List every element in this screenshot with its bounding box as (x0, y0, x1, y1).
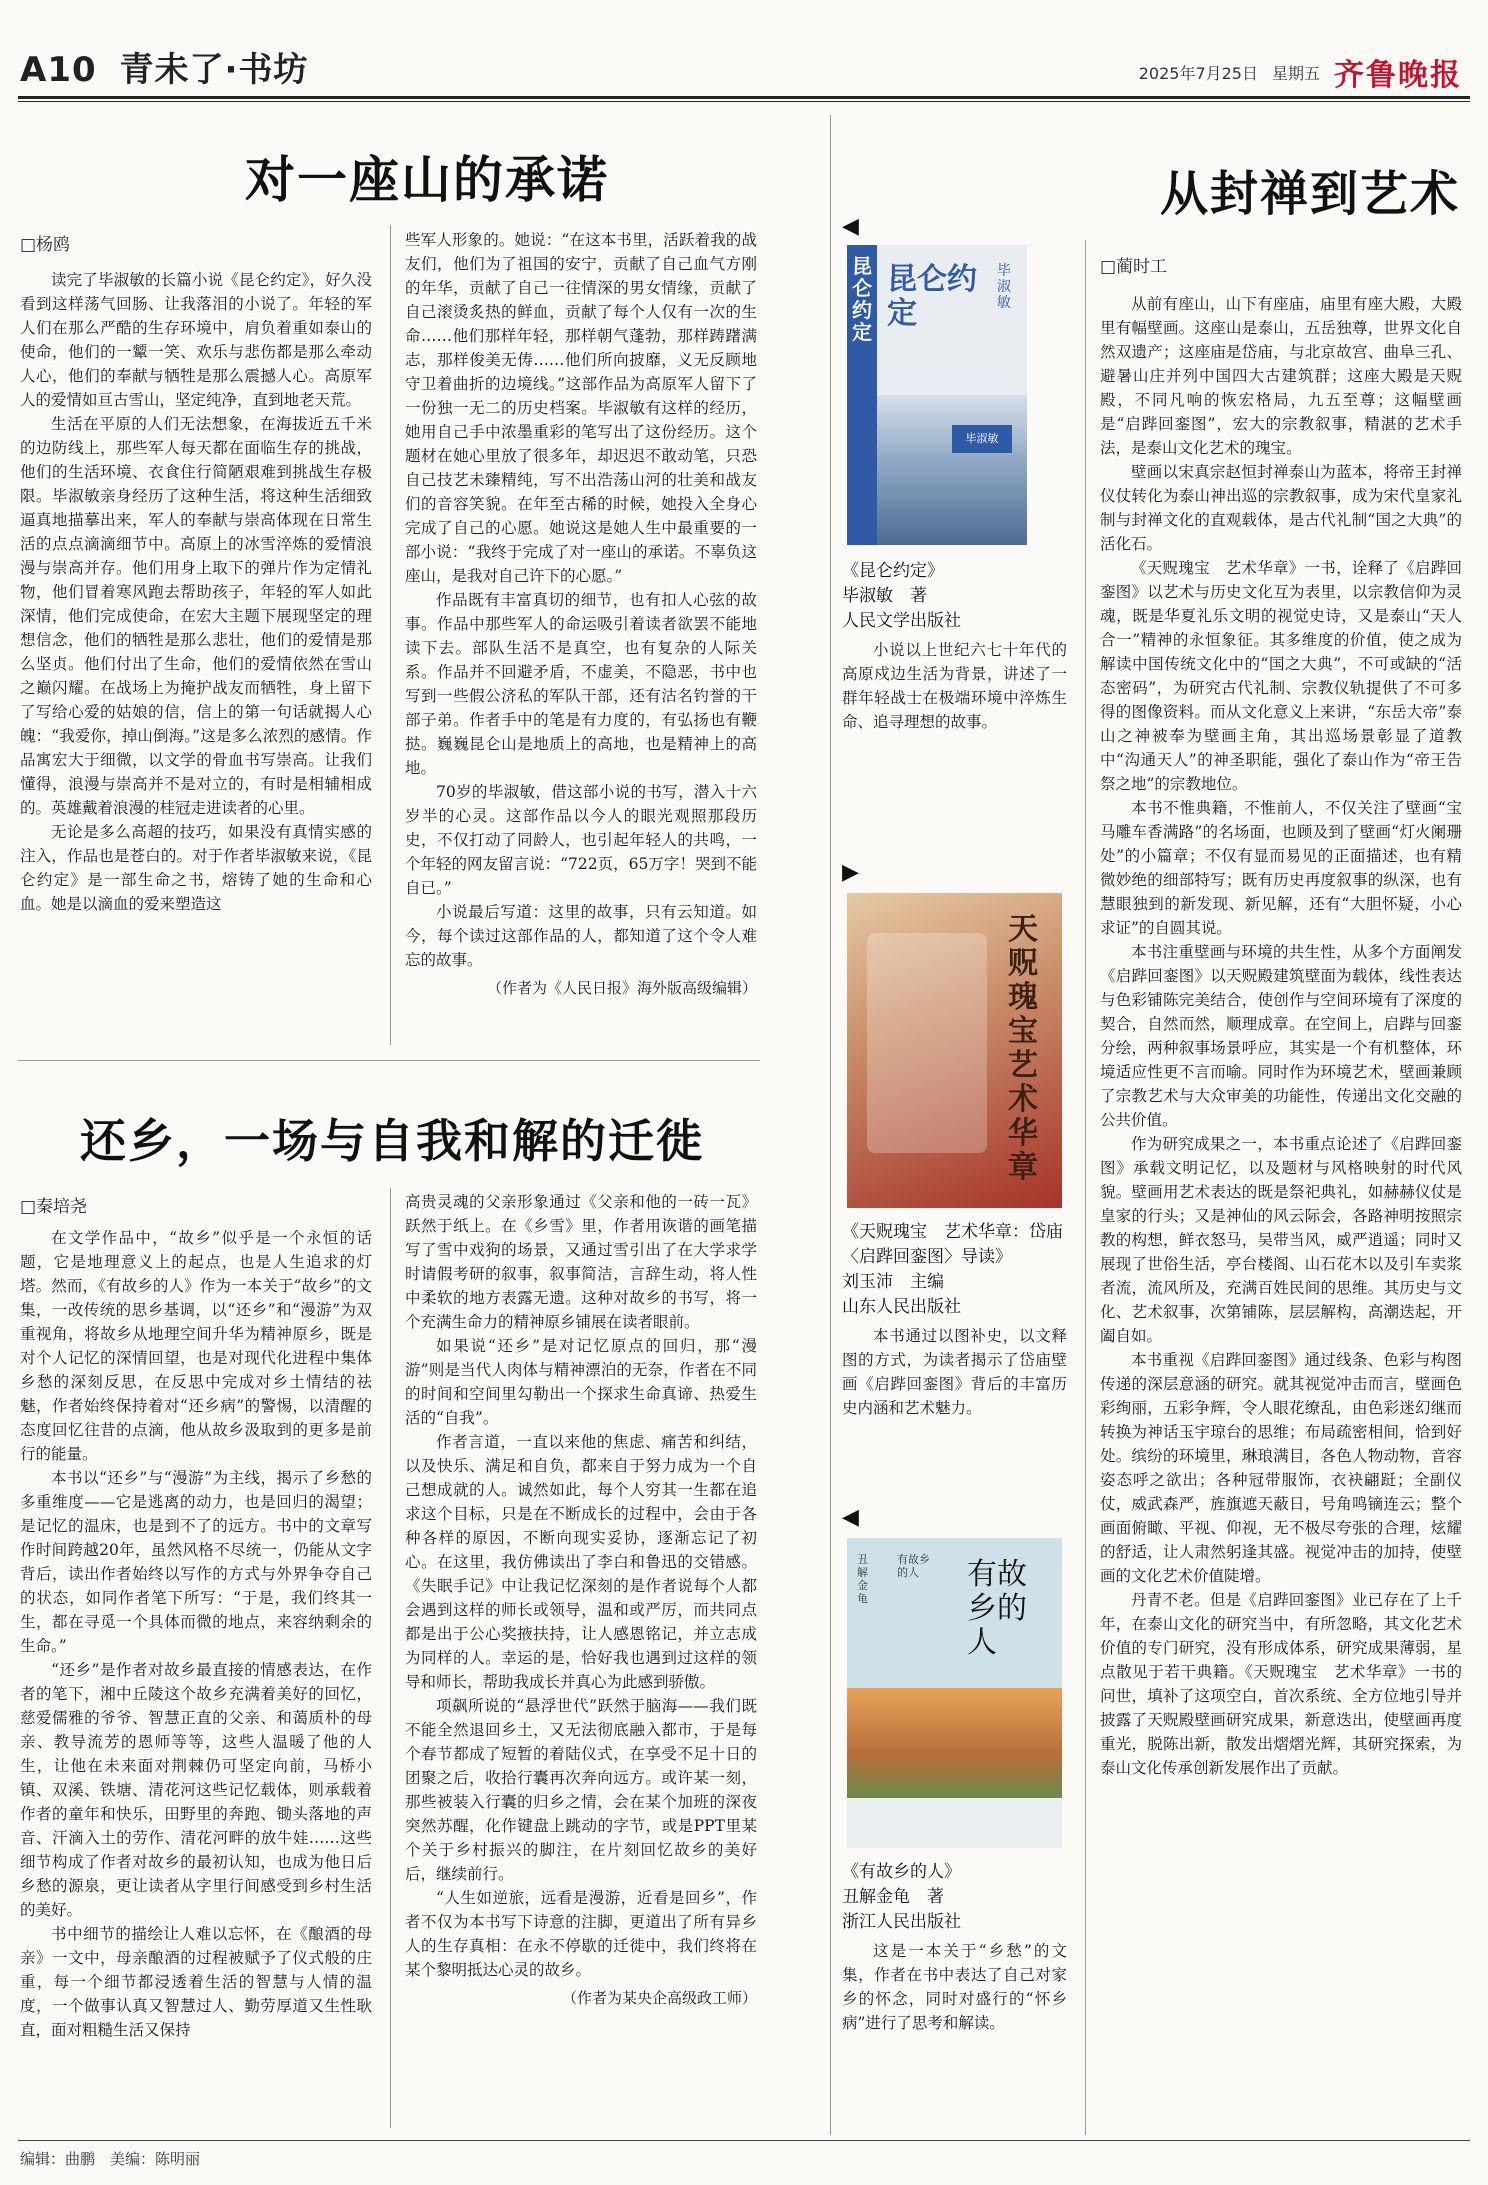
article3-para: 从前有座山，山下有座庙，庙里有座大殿，大殿里有幅壁画。这座山是泰山，五岳独尊，世界文化自然双遗产；这座庙是岱庙，与北京故宫、曲阜三孔、避暑山庄并列中国四大古建筑群；这座大殿是天贶殿，不同凡响的恢宏格局，九五至尊；这幅壁画是“启跸回銮图”，宏大的宗教叙事，精湛的艺术手法，是泰山文化艺术的瑰宝。 (1100, 295, 1462, 457)
book-1-badge: 毕淑敏 (952, 425, 1012, 453)
article1-para: 作品既有丰富真切的细节，也有扣人心弦的故事。作品中那些军人的命运吸引着读者欲罢不能地读下去。部队生活不是真空，也有复杂的人际关系。作品并不回避矛盾，不虚美，不隐恶，书中也写到一些假公济私的军队干部，还有沽名钓誉的干部子弟。作者手中的笔是有力度的，有弘扬也有鞭挞。巍巍昆仑山是地质上的高地，也是精神上的高地。 (405, 591, 757, 777)
article2-para: 高贵灵魂的父亲形象通过《父亲和他的一砖一瓦》跃然于纸上。在《乡雪》里，作者用诙谐的画笔描写了雪中戏狗的场景，又通过雪引出了在大学求学时请假考研的叙事，叙事简洁，言辞生动，将人性中柔软的地方表露无遗。这种对故乡的书写，将一个充满生命力的精神原乡铺展在读者眼前。 (405, 1193, 757, 1331)
book-2-cover-title: 天贶瑰宝 艺术华章 (1008, 912, 1038, 1185)
article3-author: □蔺时工 (1100, 257, 1168, 277)
article2-col2 (405, 1190, 757, 2010)
book-3-author: 丑解金龟 著 (842, 1887, 944, 1907)
book-1-desc: 小说以上世纪六七十年代的高原戍边生活为背景，讲述了一群年轻战士在极端环境中淬炼生命、追寻理想的故事。 (842, 641, 1067, 731)
article2-note: （作者为某央企高级政工师） (561, 1989, 757, 2007)
footer-rule (18, 2140, 1470, 2141)
article1-para: 生活在平原的人们无法想象，在海拔近五千米的边防线上，那些军人每天都在面临生存的挑战，他们的生活环境、衣食住行简陋艰难到挑战生存极限。毕淑敏亲身经历了这种生活，将这种生活细致逼真地描摹出来，军人的奉献与崇高体现在日常生活的点点滴滴细节中。高原上的冰雪淬炼的爱情浪漫与崇高并存。他们用身上取下的弹片作为定情礼物，他们冒着寒风跑去帮助孩子，年轻的军人如此深情，他们完成使命，在宏大主题下展现坚定的理想信念，他们的牺牲是那么悲壮，他们的爱情是那么坚贞。他们付出了生命，他们的爱情依然在雪山之巅闪耀。在战场上为掩护战友而牺牲，身上留下了写给心爱的姑娘的信，信上的第一句话就揭人心魄：“我爱你，掉山倒海。”这是多么浓烈的感情。作品寓宏大于细微，以文学的骨血书写崇高。让我们懂得，浪漫与崇高并不是对立的，有时是相辅相成的。英雄戴着浪漫的桂冠走进读者的心里。 (20, 415, 372, 817)
book-1-publisher: 人民文学出版社 (842, 611, 961, 631)
article3-para: 本书不惟典籍，不惟前人，不仅关注了壁画“宝马雕车香满路”的名场面，也顾及到了壁画“灯火阑珊处”的小篇章；不仅有显而易见的正面描述，也有精微妙绝的细部特写；既有历史再度叙事的纵深，也有慧眼独到的新发现、新见解，还有“大胆怀疑，小心求证”的自圆其说。 (1100, 799, 1462, 937)
article1-note: （作者为《人民日报》海外版高级编辑） (486, 979, 757, 997)
book-2-cover (847, 893, 1062, 1208)
article1-col2 (405, 228, 757, 1000)
article3-title: 从封禅到艺术 (1160, 166, 1461, 222)
page-number: A10 (20, 50, 97, 90)
play-arrow-icon: ◀ (842, 1505, 859, 1530)
book-1-title: 《昆仑约定》 (842, 561, 944, 581)
book-2-title: 《天贶瑰宝 艺术华章：岱庙〈启跸回銮图〉导读》 (842, 1222, 1063, 1267)
book-1-author: 毕淑敏 著 (842, 586, 927, 606)
article3-body (1100, 292, 1462, 1780)
article2-para: 书中细节的描绘让人难以忘怀，在《酿酒的母亲》一文中，母亲酿酒的过程被赋予了仪式般的庄重，每一个细节都浸透着生活的智慧与人情的温度，一个做事认真又智慧过人、勤劳厚道又生性耿直，面对粗糙生活又保持 (20, 1925, 372, 2039)
article2-author: □秦培尧 (20, 1197, 88, 1217)
book-1-mountain-art (877, 395, 1027, 545)
article1-col1 (20, 268, 372, 916)
article2-title: 还乡，一场与自我和解的迁徙 (80, 1114, 704, 1168)
article1-para: 读完了毕淑敏的长篇小说《昆仑约定》，好久没看到这样荡气回肠、让我落泪的小说了。年轻的军人们在那么严酷的生存环境中，肩负着重如泰山的使命，他们的一颦一笑、欢乐与悲伤都是那么牵动人心，他们的奉献与牺牲是那么震撼人心。高原军人的爱情如亘古雪山，坚定纯净，直到地老天荒。 (20, 271, 372, 409)
book-1-cover-author: 毕淑敏 (997, 263, 1011, 311)
article2-col1 (20, 1226, 372, 2042)
article1-author: □杨鸥 (20, 235, 71, 255)
book-3-landscape-art (847, 1688, 1062, 1798)
play-arrow-icon: ◀ (842, 214, 859, 239)
book-1-cover (847, 245, 1027, 545)
footer-credits: 编辑：曲鹏 美编：陈明丽 (20, 2150, 201, 2168)
book-2-mural-art (867, 933, 987, 1153)
book-1 (842, 214, 1067, 734)
article1-para: 小说最后写道：这里的故事，只有云知道。如今，每个读过这部作品的人，都知道了这个令人难忘的故事。 (405, 903, 757, 969)
article2-para: 如果说“还乡”是对记忆原点的回归，那“漫游”则是当代人肉体与精神漂泊的无奈，作者在不同的时间和空间里勾勒出一个探求生命真谛、热爱生活的“自我”。 (405, 1337, 757, 1427)
column-rule (1085, 240, 1086, 2135)
issue-weekday: 星期五 (1271, 63, 1320, 83)
article2-para: 在文学作品中，“故乡”似乎是一个永恒的话题，它是地理意义上的起点，也是人生追求的灯塔。然而，《有故乡的人》作为一本关于“故乡”的文集，一改传统的思乡基调，以“还乡”和“漫游”为双重视角，将故乡从地理空间升华为精神原乡，既是对个人记忆的深情回望，也是对现代化进程中集体乡愁的深刻反思，在反思中完成对乡土情结的祛魅，作者始终保持着对“还乡病”的警惕，以清醒的态度回忆往昔的点滴，他从故乡汲取到的更多是前行的能量。 (20, 1229, 372, 1463)
issue-date: 2025年7月25日 (1138, 63, 1258, 83)
book-3-cover-subtitle: 有故乡的人 (897, 1553, 930, 1579)
book-3-title: 《有故乡的人》 (842, 1862, 961, 1882)
header-rule (18, 96, 1470, 99)
book-2-publisher: 山东人民出版社 (842, 1297, 961, 1317)
section-name: 青未了·书坊 (119, 50, 309, 90)
masthead (1139, 50, 1462, 94)
article3-para: 作为研究成果之一，本书重点论述了《启跸回銮图》承载文明记忆，以及题材与风格映射的时代风貌。壁画用艺术表达的既是祭祀典礼，如赫赫仪仗是皇家的行头；又是神仙的风云际会，各路神明按照宗教的构想，鲜衣怒马，吴带当风，威严逍遥；同时又展现了世俗生活，亭台楼阁、山石花木以及引车卖浆者流，流风所及，充满百姓民间的思维。其历史与文化、艺术叙事，次第铺陈，层层解构，高潮迭起，开阖自如。 (1100, 1135, 1462, 1345)
page-header (20, 42, 308, 91)
article3-para: 壁画以宋真宗赵恒封禅泰山为蓝本，将帝王封禅仪仗转化为泰山神出巡的宗教叙事，成为宋代皇家礼制与封禅文化的直观载体，是古代礼制“国之大典”的活化石。 (1100, 463, 1462, 553)
divider (18, 1060, 760, 1061)
book-3-cover-title: 有故乡的人 (967, 1557, 1027, 1660)
article2-para: “人生如逆旅，远看是漫游，近看是回乡”，作者不仅为本书写下诗意的注脚，更道出了所有异乡人的生存真相：在永不停歇的迁徙中，我们终将在某个黎明抵达心灵的故乡。 (405, 1889, 757, 1979)
article2-para: “还乡”是作者对故乡最直接的情感表达，在作者的笔下，湘中丘陵这个故乡充满着美好的回忆，慈爱儒雅的爷爷、智慧正直的父亲、和蔼质朴的母亲、教导流芳的恩师等等，这些人温暖了他的人生，让他在未来面对荆棘仍可坚定向前，马桥小镇、双溪、铁塘、清花河这些记忆载体，则承载着作者的童年和快乐，田野里的奔跑、锄头落地的声音、汗滴入土的劳作、清花河畔的放牛娃……这些细节构成了作者对故乡的最初认知，也成为他日后乡愁的源泉，更让读者从字里行间感受到乡村生活的美好。 (20, 1661, 372, 1919)
article3-para: 本书重视《启跸回銮图》通过线条、色彩与构图传递的深层意涵的研究。就其视觉冲击而言，壁画色彩绚丽，五彩争辉，令人眼花缭乱，由色彩迷幻继而转换为神话玉宇琼台的思维；布局疏密相间，恰到好处。缤纷的环境里，琳琅满目，各色人物动物，音容姿态呼之欲出；各种冠带服饰，衣袂翩跹；全副仪仗，威武森严，旌旗遮天蔽日，号角鸣镝连云；整个画面俯瞰、平视、仰视，无不极尽夸张的合理，炫耀的舒适，让人肃然躬逢其盛。视觉冲击的加持，使壁画的文化艺术价值陡增。 (1100, 1351, 1462, 1585)
column-rule (830, 115, 831, 2135)
play-arrow-icon: ▶ (842, 860, 859, 885)
column-rule (390, 225, 391, 1045)
article2-para: 作者言道，一直以来他的焦虑、痛苦和纠结，以及快乐、满足和自负，都来自于努力成为一个自己想成就的人。诚然如此，每个人穷其一生都在追求这个目标，只是在不断成长的过程中，会由于各种各样的原因，不断向现实妥协，逐渐忘记了初心。在这里，我仿佛读出了李白和鲁迅的交错感。《失眠手记》中让我记忆深刻的是作者说每个人都会遇到这样的师长或领导，温和或严厉，而共同点都是出于公心奖掖扶持，让人感恩铭记，并立志成为同样的人。幸运的是，恰好我也遇到过这样的领导和师长，帮助我成长并真心为此感到骄傲。 (405, 1433, 757, 1691)
book-3-publisher: 浙江人民出版社 (842, 1912, 961, 1932)
article3-para: 丹青不老。但是《启跸回銮图》业已存在了上千年，在泰山文化的研究当中，有所忽略，其文化艺术价值的专门研究，没有形成体系，研究成果薄弱，星点散见于若干典籍。《天贶瑰宝 艺术华章》一书的问世，填补了这项空白，首次系统、全方位地引导并披露了天贶殿壁画研究成果，新意迭出，使壁画再度重光，脱陈出新，散发出熠熠光辉，其研究探索，为泰山文化传承创新发展作出了贡献。 (1100, 1591, 1462, 1777)
article3-para: 《天贶瑰宝 艺术华章》一书，诠释了《启跸回銮图》以艺术与历史文化互为表里，以宗教信仰为灵魂，既是华夏礼乐文明的视觉史诗，又是泰山“天人合一”精神的永恒象征。其多维度的价值，使之成为解读中国传统文化中的“国之大典”，不可或缺的“活态密码”，为研究古代礼制、宗教仪轨提供了不可多得的图像资料。而从文化意义上来讲，“东岳大帝”泰山之神被奉为壁画主角，其出巡场景彰显了道教中“沟通天人”的神圣职能，强化了泰山作为“帝王告祭之地”的宗教地位。 (1100, 559, 1462, 793)
book-3-cover-author: 丑解金龟 (857, 1553, 868, 1605)
book-1-cover-title: 昆仑约定 (887, 262, 977, 331)
book-2-desc: 本书通过以图补史，以文释图的方式，为读者揭示了岱庙壁画《启跸回銮图》背后的丰富历史内涵和艺术魅力。 (842, 1327, 1067, 1417)
article3-para: 本书注重壁画与环境的共生性，从多个方面阐发《启跸回銮图》以天贶殿建筑壁面为载体，线性表达与色彩铺陈完美结合，使创作与空间环境有了深度的契合，自然而然，顺理成章。在空间上，启跸与回銮分绘，两种叙事场景呼应，其实是一个有机整体，环境适应性更不言而喻。同时作为环境艺术，壁画兼顾了宗教艺术与大众审美的功能性，传递出文化交融的公共价值。 (1100, 943, 1462, 1129)
article1-title: 对一座山的承诺 (245, 150, 609, 209)
header-rule-thin (18, 101, 1470, 102)
book-2-author: 刘玉沛 主编 (842, 1272, 944, 1292)
article1-para: 无论是多么高超的技巧，如果没有真情实感的注入，作品也是苍白的。对于作者毕淑敏来说，《昆仑约定》是一部生命之书，熔铸了她的生命和心血。她是以滴血的爱来塑造这 (20, 823, 372, 913)
book-3 (842, 1505, 1067, 2035)
column-rule (390, 1188, 391, 2128)
book-1-spine-title: 昆仑约定 (852, 254, 872, 344)
article2-para: 本书以“还乡”与“漫游”为主线，揭示了乡愁的多重维度——它是逃离的动力，也是回归的渴望；是记忆的温床，也是到不了的远方。书中的文章写作时间跨越20年，虽然风格不尽统一，仍能从文字背后，读出作者始终以写作的方式与外界争夺自己的状态，如同作者笔下所写：“于是，我们终其一生，都在寻觅一个具体而微的地点，来容纳剩余的生命。” (20, 1469, 372, 1655)
article2-para: 项飙所说的“悬浮世代”跃然于脑海——我们既不能全然退回乡土，又无法彻底融入都市，于是每个春节都成了短暂的着陆仪式，在享受不足十日的团聚之后，收拾行囊再次奔向远方。或许某一刻，那些被装入行囊的归乡之情，会在某个加班的深夜突然苏醒，化作键盘上跳动的字节，或是PPT里某个关于乡村振兴的脚注，在片刻回忆故乡的美好后，继续前行。 (405, 1697, 757, 1883)
article1-para: 些军人形象的。她说：“在这本书里，活跃着我的战友们，他们为了祖国的安宁，贡献了自己血气方刚的年华，贡献了自己一往情深的男女情缘，贡献了自己滚烫炙热的鲜血，贡献了每个人仅有一次的生命……他们那样年轻，那样朝气蓬勃，那样踌躇满志，那样俊美无俦……他们所向披靡，义无反顾地守卫着曲折的边境线。”这部作品为高原军人留下了一份独一无二的历史档案。毕淑敏有这样的经历，她用自己手中浓墨重彩的笔写出了这份经历。这个题材在她心里放了很多年，却迟迟不敢动笔，只恐自己技艺未臻精纯，写不出浩荡山河的壮美和战友们的音容笑貌。在年至古稀的时候，她投入全身心完成了自己的心愿。她说这是她人生中最重要的一部小说：“我终于完成了对一座山的承诺。不辜负这座山，是我对自己许下的心愿。” (405, 231, 757, 585)
paper-logo: 齐鲁晚报 (1334, 58, 1462, 93)
book-3-cover (847, 1538, 1062, 1848)
book-2 (842, 860, 1067, 1420)
book-3-footer-band (847, 1798, 1062, 1848)
book-3-desc: 这是一本关于“乡愁”的文集，作者在书中表达了自己对家乡的怀念，同时对盛行的“怀乡病”进行了思考和解读。 (842, 1942, 1067, 2032)
article1-para: 70岁的毕淑敏，借这部小说的书写，潜入十六岁半的心灵。这部作品以今人的眼光观照那段历史，不仅打动了同龄人，也引起年轻人的共鸣，一个年轻的网友留言说：“722页，65万字！哭到不能自已。” (405, 783, 757, 897)
